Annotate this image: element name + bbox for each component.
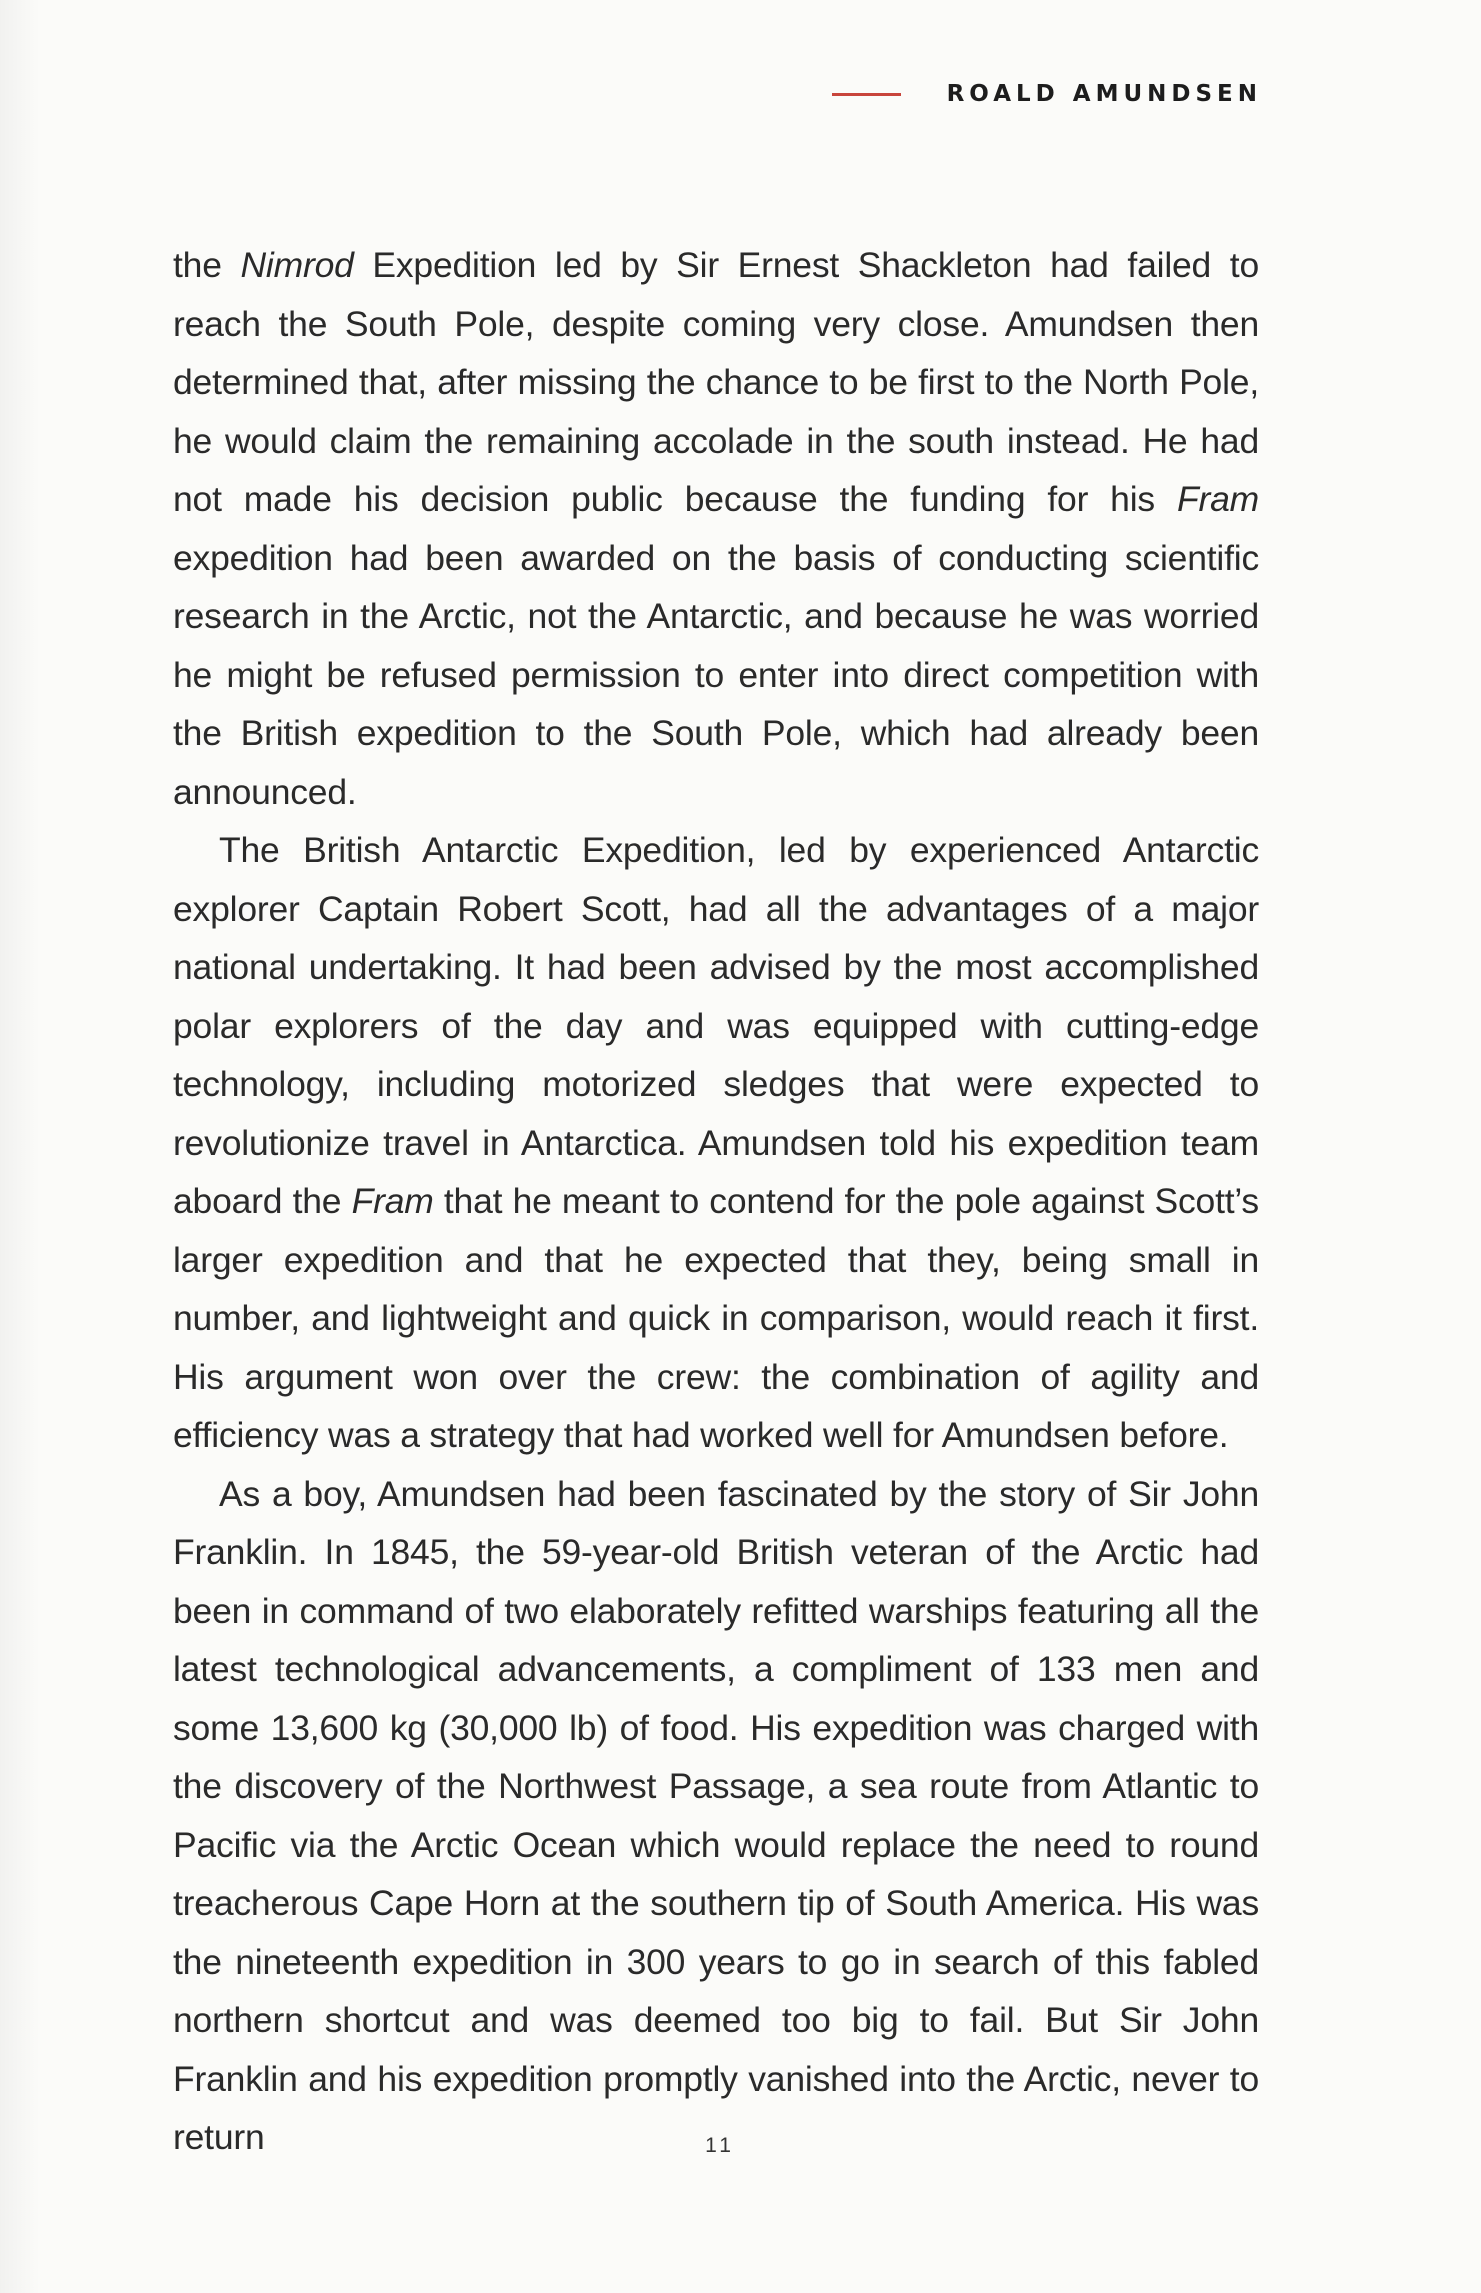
ship-name: Fram (351, 1181, 434, 1221)
text-run: As a boy, Amundsen had been fascinated by the story of Sir John Franklin. In 1845, the 59-year-old British veteran of the Arctic had been in command of two elaborately refitted warships featuring all the latest technological advancements, a compliment of 133 men and some 13,600 kg (30,000 lb) of food. His expedition was charged with the discovery of the Northwest Passage, a sea route from Atlantic to Pacific via the Arctic Ocean which would replace the need to round treacherous Cape Horn at the southern tip of South America. His was the nineteenth expedition in 300 years to go in search of this fabled northern shortcut and was deemed too big to fail. But Sir John Franklin and his expedition promptly vanished into the Arctic, never to return (173, 1473, 1259, 2157)
running-head-title: ROALD AMUNDSEN (946, 81, 1262, 107)
running-head-rule (832, 93, 901, 96)
text-run: The British Antarctic Expedition, led by experienced Antarctic explorer Captain Robert Scott, had all the advantages of a major national undertaking. It had been advised by the most accomplished polar explorers of the day and was equipped with cutting-edge technology, including motorized sledges that were expected to revolutionize travel in Antarctica. Amundsen told his expedition team aboard the (173, 830, 1259, 1221)
text-run: Expedition led by Sir Ernest Shackleton had failed to reach the South Pole, despite coming very close. Amundsen then determined that, after missing the chance to be first to the North Pole, he would claim the remaining accolade in the south instead. He had not made his decision public because the funding for his (173, 245, 1260, 519)
ship-name: Nimrod (240, 245, 354, 285)
text-run: expedition had been awarded on the basis of conducting scientific research in the Arctic, not the Antarctic, and because he was worried he might be refused permission to enter into direct competition with the British expedition to the South Pole, which had already been announced. (173, 537, 1259, 812)
body-text (173, 236, 1259, 2167)
paragraph (173, 1465, 1259, 2167)
paragraph (173, 821, 1259, 1465)
page-gutter-shadow (0, 0, 40, 2293)
ship-name: Fram (1176, 479, 1259, 519)
text-run: that he meant to contend for the pole against Scott’s larger expedition and that he expected that they, being small in number, and lightweight and quick in comparison, would reach it first. His argument won over the crew: the combination of agility and efficiency was a strategy that had worked well for Amundsen before. (173, 1181, 1259, 1455)
text-run: the (173, 245, 241, 285)
paragraph (173, 236, 1259, 821)
page-number: 11 (705, 2134, 735, 2157)
running-head (832, 74, 1262, 114)
